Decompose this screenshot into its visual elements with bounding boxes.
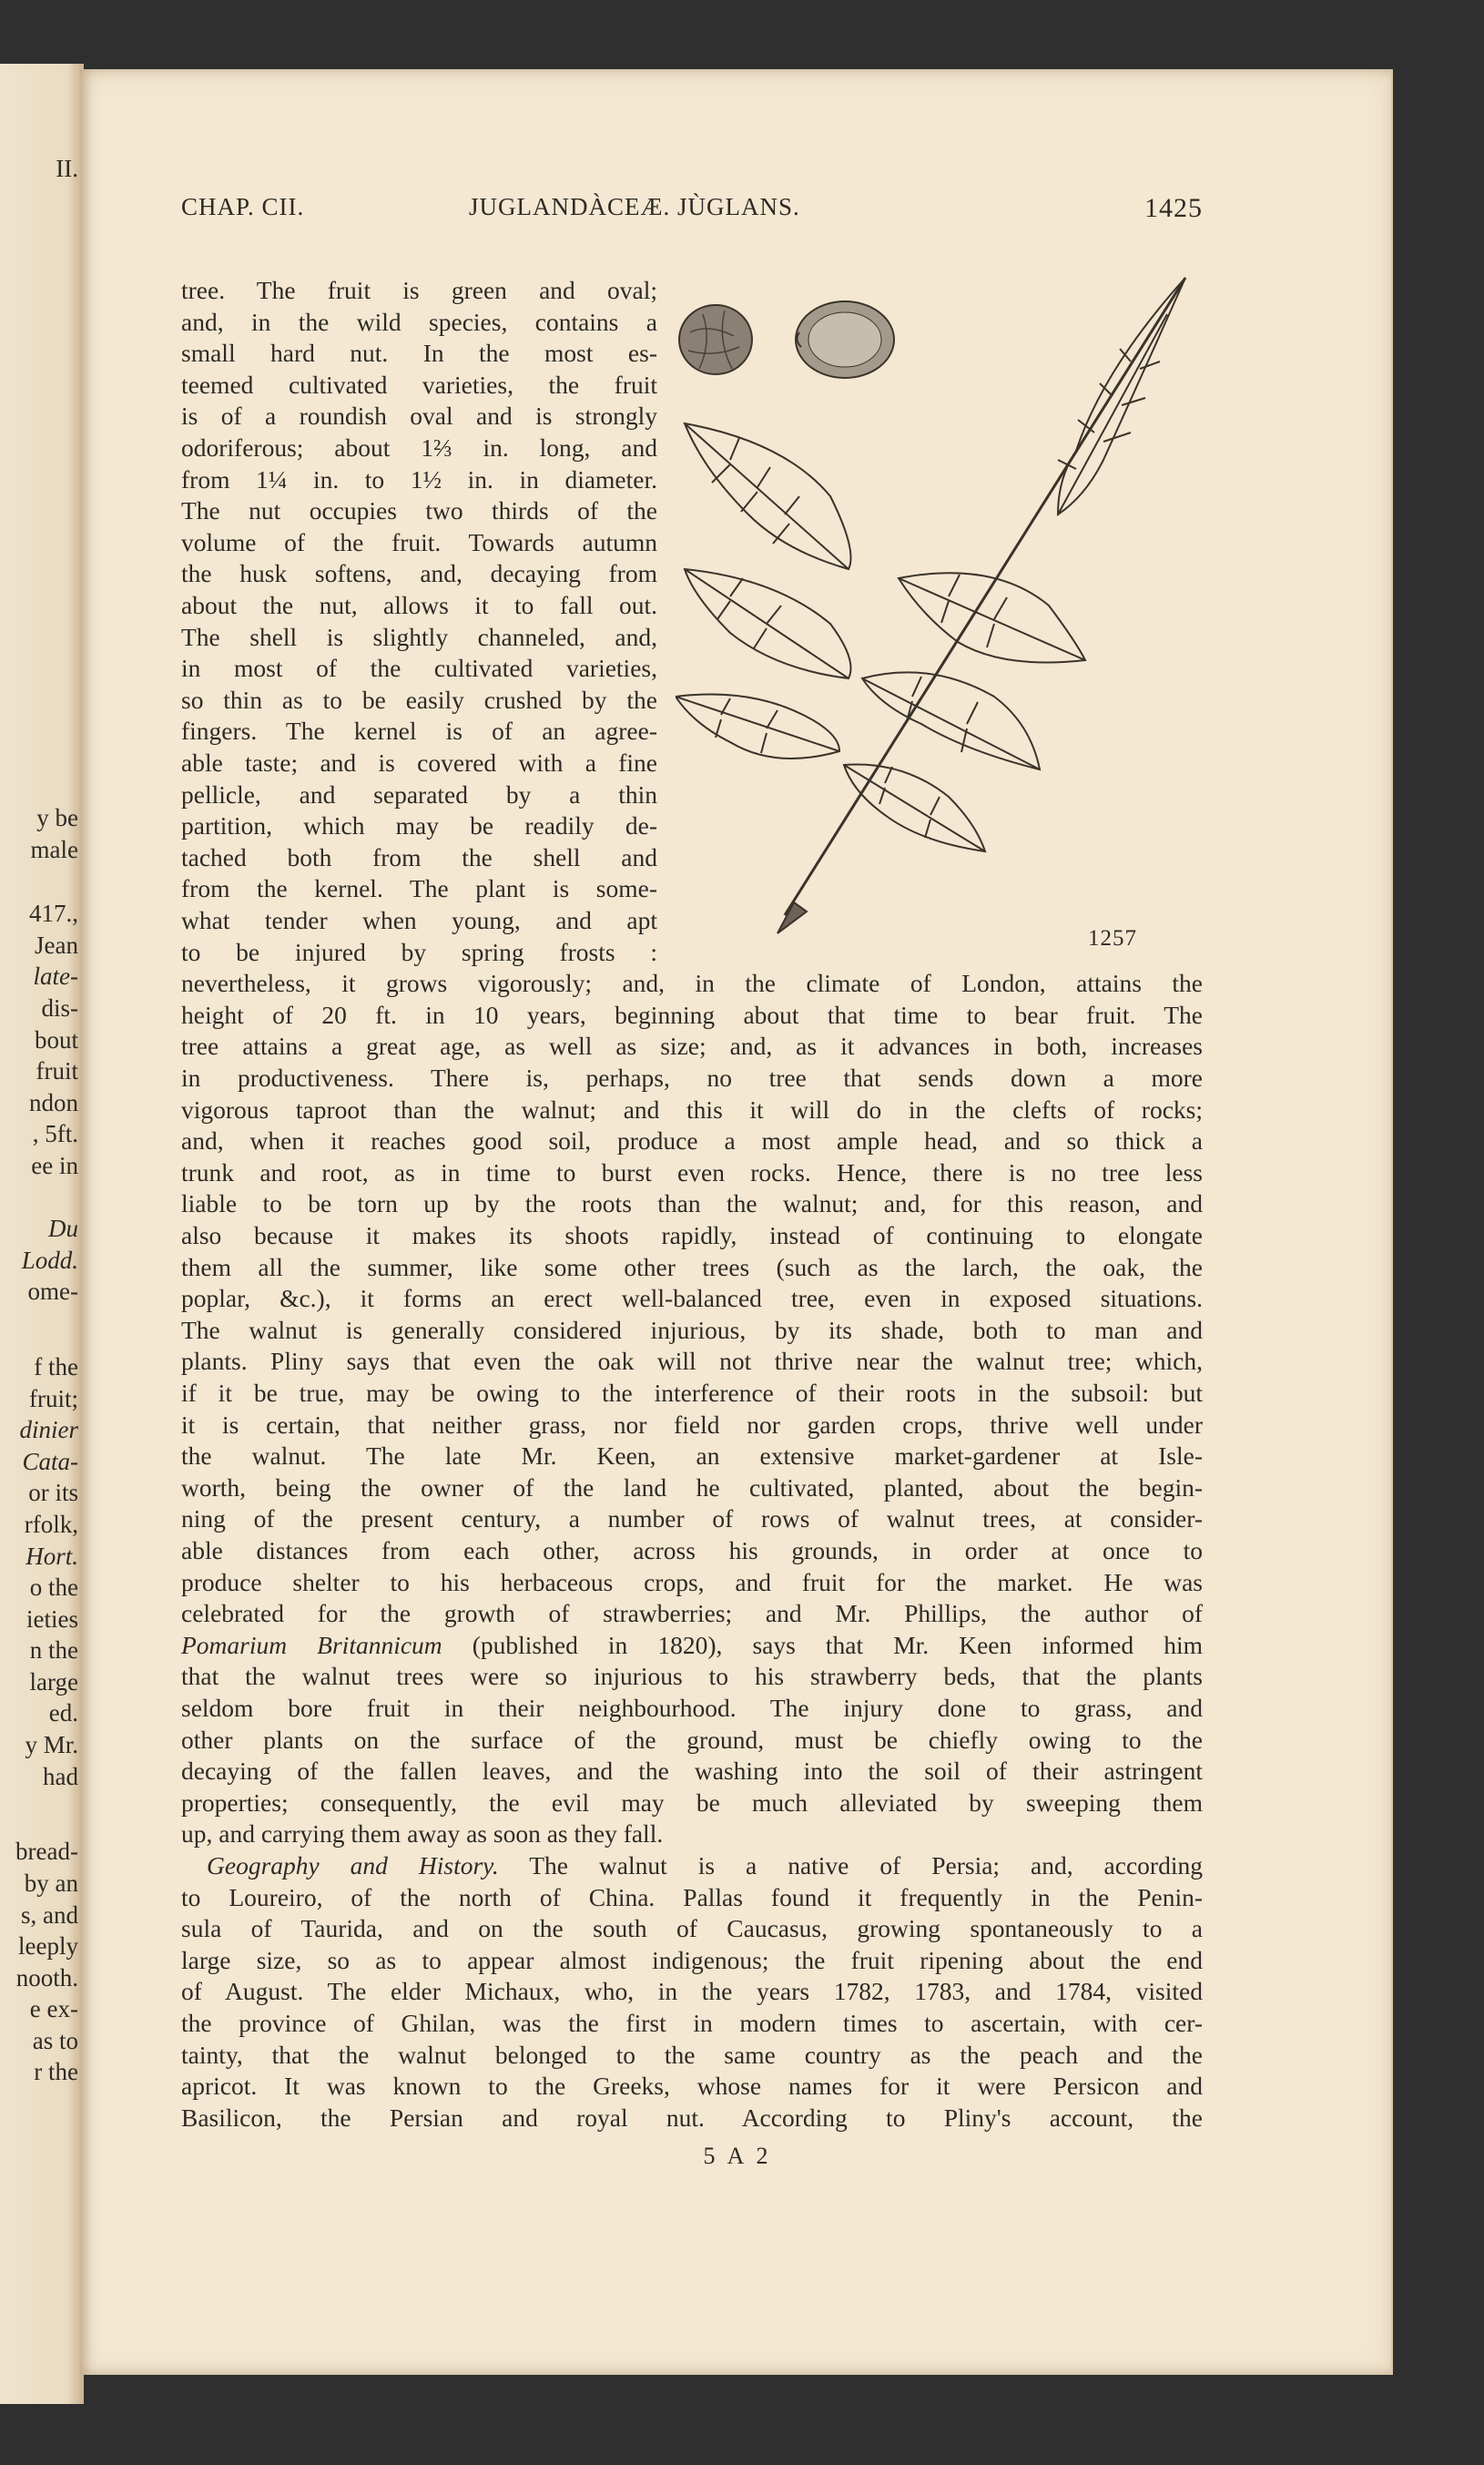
- facing-page-fragment: large: [29, 1668, 78, 1696]
- facing-page-fragment: r the: [34, 2058, 78, 2085]
- facing-page-fragment: Jean: [35, 932, 78, 959]
- text-line: partition, which may be readily de-: [181, 811, 657, 840]
- running-header: [181, 193, 1203, 226]
- line-text: (published in 1820), says that Mr. Keen informed him: [442, 1630, 1203, 1659]
- facing-page-fragment: nooth.: [15, 1964, 78, 1991]
- facing-page-fragment: y be: [36, 804, 78, 831]
- text-line: Basilicon, the Persian and royal nut. According to Pliny's account, the: [181, 2103, 1203, 2132]
- text-line: to Loureiro, of the north of China. Pallas found it frequently in the Penin-: [181, 1882, 1203, 1911]
- text-line: it is certain, that neither grass, nor field nor garden crops, thrive well under: [181, 1410, 1203, 1439]
- facing-page-fragment: dinier: [19, 1416, 78, 1443]
- facing-page-fragment: f the: [34, 1353, 78, 1380]
- text-line: apricot. It was known to the Greeks, whose names for it were Persicon and: [181, 2072, 1203, 2101]
- text-line: able distances from each other, across his grounds, in order at once to: [181, 1536, 1203, 1564]
- text-line: produce shelter to his herbaceous crops, and fruit for the market. He was: [181, 1567, 1203, 1596]
- text-line: also because it makes its shoots rapidly, instead of continuing to elongate: [181, 1221, 1203, 1249]
- facing-page-fragment: 417.,: [29, 900, 78, 927]
- text-line: [181, 1850, 1203, 1881]
- facing-page-fragment: Lodd.: [21, 1247, 78, 1274]
- text-line: plants. Pliny says that even the oak will not thrive near the walnut tree; which,: [181, 1347, 1203, 1376]
- text-line: [181, 1630, 1203, 1661]
- facing-page-fragment: as to: [32, 2027, 78, 2054]
- leaf-branch: [676, 278, 1185, 933]
- text-line: tainty, that the walnut belonged to the same country as the peach and the: [181, 2040, 1203, 2069]
- text-line: pellicle, and separated by a thin: [181, 779, 657, 809]
- text-line: height of 20 ft. in 10 years, beginning about that time to bear fruit. The: [181, 1000, 1203, 1029]
- facing-page-fragment: fruit: [36, 1057, 78, 1085]
- facing-page-fragment: fruit;: [29, 1385, 78, 1412]
- chapter-label: CHAP. CII.: [181, 193, 305, 220]
- facing-page-fragment: Hort.: [25, 1543, 78, 1570]
- text-line: The nut occupies two thirds of the: [181, 496, 657, 525]
- text-line: tached both from the shell and: [181, 842, 657, 871]
- text-line: vigorous taproot than the walnut; and this it will do in the clefts of rocks;: [181, 1095, 1203, 1124]
- facing-page-fragment: bout: [34, 1026, 78, 1054]
- text-line: so thin as to be easily crushed by the: [181, 685, 657, 714]
- text-line: nevertheless, it grows vigorously; and, in the climate of London, attains the: [181, 969, 1203, 998]
- text-line: decaying of the fallen leaves, and the washing into the soil of their astringent: [181, 1757, 1203, 1786]
- facing-page-fragment: II.: [56, 155, 78, 182]
- facing-page-fragment: Du: [48, 1215, 78, 1242]
- line-text: The walnut is a native of Persia; and, according: [498, 1851, 1203, 1879]
- italic-phrase: Pomarium Britannicum: [181, 1630, 442, 1659]
- text-line: and, when it reaches good soil, produce a most ample head, and so thick a: [181, 1126, 1203, 1156]
- text-line: liable to be torn up by the roots than the walnut; and, for this reason, and: [181, 1189, 1203, 1218]
- text-line: of August. The elder Michaux, who, in the years 1782, 1783, and 1784, visited: [181, 1977, 1203, 2006]
- text-line: ning of the present century, a number of rows of walnut trees, at consider-: [181, 1504, 1203, 1533]
- facing-page-fragment: , 5ft.: [32, 1120, 78, 1147]
- text-line: The shell is slightly channeled, and,: [181, 622, 657, 651]
- facing-page-fragment: by an: [24, 1869, 78, 1897]
- text-line: properties; consequently, the evil may be much alleviated by sweeping them: [181, 1788, 1203, 1817]
- text-line: tree. The fruit is green and oval;: [181, 276, 657, 304]
- text-line: seldom bore fruit in their neighbourhood. The injury done to grass, and: [181, 1694, 1203, 1722]
- page-number: 1425: [1144, 193, 1203, 223]
- facing-page-fragment: rfolk,: [24, 1511, 78, 1538]
- text-line: other plants on the surface of the ground, must be chiefly owing to the: [181, 1725, 1203, 1754]
- facing-page-fragment: male: [30, 836, 78, 863]
- text-line: odoriferous; about 1⅔ in. long, and: [181, 433, 657, 462]
- text-line: large size, so as to appear almost indigenous; the fruit ripening about the end: [181, 1945, 1203, 1974]
- walnut-kernel-icon: [796, 301, 894, 378]
- text-line: sula of Taurida, and on the south of Caucasus, growing spontaneously to a: [181, 1914, 1203, 1943]
- text-line: that the walnut trees were so injurious to his strawberry beds, that the plants: [181, 1662, 1203, 1691]
- facing-page-fragment: had: [43, 1763, 78, 1790]
- text-line: tree attains a great age, as well as size; and, as it advances in both, increases: [181, 1032, 1203, 1061]
- text-line: teemed cultivated varieties, the fruit: [181, 370, 657, 399]
- signature-mark: 5 A 2: [703, 2143, 772, 2169]
- text-line: worth, being the owner of the land he cultivated, planted, about the begin-: [181, 1472, 1203, 1502]
- text-line: volume of the fruit. Towards autumn: [181, 527, 657, 556]
- text-line: The walnut is generally considered injurious, by its shade, both to man and: [181, 1315, 1203, 1344]
- text-line: up, and carrying them away as soon as they fall.: [181, 1819, 664, 1849]
- facing-page-fragment: e ex-: [29, 1995, 78, 2022]
- facing-page-fragment: y Mr.: [25, 1731, 78, 1758]
- text-line: from the kernel. The plant is some-: [181, 874, 657, 903]
- facing-page-fragment: bread-: [15, 1838, 78, 1865]
- facing-page-fragment: ieties: [26, 1605, 78, 1633]
- text-line: from 1¼ in. to 1½ in. in diameter.: [181, 464, 657, 494]
- text-line: fingers. The kernel is of an agree-: [181, 717, 657, 746]
- facing-page-fragment: ed.: [48, 1699, 78, 1727]
- italic-phrase: Geography and History.: [207, 1851, 499, 1879]
- facing-page-fragment: Cata-: [22, 1448, 78, 1475]
- text-line: trunk and root, as in time to burst even rocks. Hence, there is no tree less: [181, 1157, 1203, 1187]
- text-line: and, in the wild species, contains a: [181, 307, 657, 336]
- text-line: about the nut, allows it to fall out.: [181, 591, 657, 619]
- text-line: poplar, &c.), it forms an erect well-balanced tree, even in exposed situations.: [181, 1284, 1203, 1313]
- facing-page-fragment: n the: [29, 1636, 78, 1664]
- text-line: able taste; and is covered with a fine: [181, 749, 657, 777]
- text-line: to be injured by spring frosts :: [181, 937, 657, 966]
- walnut-branch-illustration: [676, 260, 1213, 970]
- text-line: the husk softens, and, decaying from: [181, 559, 657, 588]
- facing-page-fragment: or its: [28, 1479, 78, 1506]
- text-line: in most of the cultivated varieties,: [181, 654, 657, 683]
- facing-page-fragment: late-: [33, 963, 78, 990]
- facing-page-fragment: ndon: [29, 1089, 78, 1116]
- walnut-nut-icon: [679, 305, 752, 374]
- text-line: small hard nut. In the most es-: [181, 339, 657, 368]
- facing-page-fragment: o the: [29, 1574, 78, 1601]
- running-title: JUGLANDÀCEÆ. JÙGLANS.: [469, 193, 800, 220]
- facing-page-fragment: s, and: [21, 1901, 78, 1929]
- text-line: the province of Ghilan, was the first in modern times to ascertain, with cer-: [181, 2009, 1203, 2037]
- text-line: if it be true, may be owing to the interference of their roots in the subsoil: but: [181, 1379, 1203, 1407]
- text-line: in productiveness. There is, perhaps, no tree that sends down a more: [181, 1064, 1203, 1092]
- facing-page-fragment: leeply: [18, 1932, 78, 1960]
- facing-page-fragment: ome-: [27, 1278, 78, 1305]
- text-line: is of a roundish oval and is strongly: [181, 402, 657, 431]
- text-line: what tender when young, and apt: [181, 906, 657, 934]
- text-line: the walnut. The late Mr. Keen, an extensive market-gardener at Isle-: [181, 1441, 1203, 1471]
- text-line: celebrated for the growth of strawberries; and Mr. Phillips, the author of: [181, 1599, 1203, 1628]
- facing-page-edge: [0, 64, 84, 2404]
- text-line: them all the summer, like some other trees (such as the larch, the oak, the: [181, 1252, 1203, 1281]
- figure-number: 1257: [1088, 926, 1137, 951]
- facing-page-fragment: ee in: [31, 1152, 78, 1179]
- facing-page-fragment: dis-: [41, 994, 78, 1022]
